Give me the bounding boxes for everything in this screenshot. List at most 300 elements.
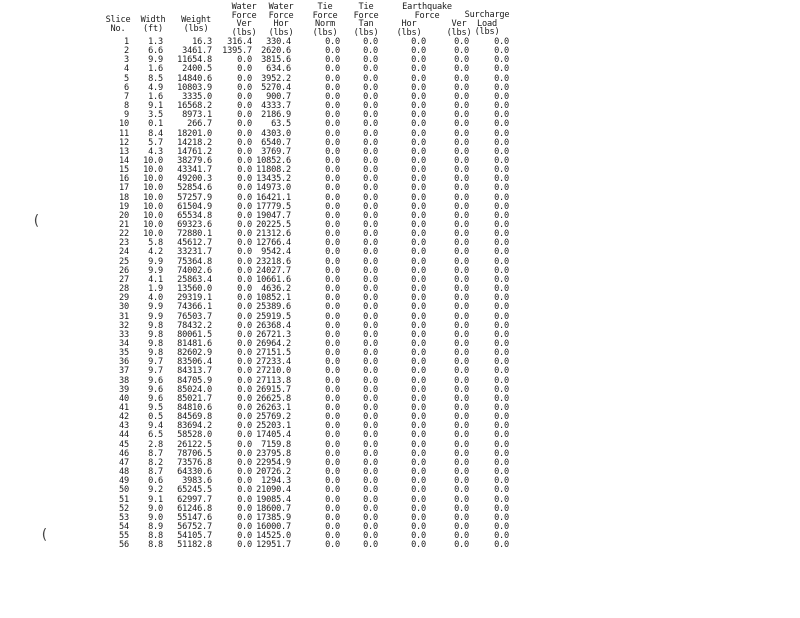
cell-width: 9.9 — [148, 256, 163, 267]
cell-surcharge: 0.0 — [494, 366, 509, 377]
cell-surcharge: 0.0 — [494, 329, 509, 340]
cell-eq-ver: 0.0 — [454, 247, 469, 258]
cell-weight: 74002.6 — [177, 265, 212, 276]
cell-water-ver: 0.0 — [237, 174, 252, 185]
cell-tie-tan: 0.0 — [363, 348, 378, 359]
cell-tie-norm: 0.0 — [325, 274, 340, 285]
cell-eq-hor: 0.0 — [411, 476, 426, 487]
cell-eq-ver: 0.0 — [454, 192, 469, 203]
cell-water-ver: 0.0 — [237, 302, 252, 313]
cell-eq-hor: 0.0 — [411, 55, 426, 66]
cell-slice-no: 15 — [119, 165, 129, 176]
cell-eq-hor: 0.0 — [411, 485, 426, 496]
cell-weight: 84313.7 — [177, 366, 212, 377]
cell-tie-tan: 0.0 — [363, 146, 378, 157]
cell-water-ver: 0.0 — [237, 485, 252, 496]
header-eq-title-line: Force — [414, 10, 440, 21]
cell-slice-no: 40 — [119, 393, 129, 404]
cell-eq-ver: 0.0 — [454, 476, 469, 487]
header-surcharge-line: Surcharge — [464, 10, 510, 20]
cell-tie-tan: 0.0 — [363, 37, 378, 47]
cell-surcharge: 0.0 — [494, 101, 509, 112]
cell-tie-tan: 0.0 — [363, 384, 378, 395]
cell-tie-tan: 0.0 — [363, 192, 378, 203]
cell-width: 9.1 — [148, 494, 163, 505]
cell-eq-ver: 0.0 — [454, 448, 469, 459]
cell-water-hor: 17779.5 — [256, 201, 291, 212]
cell-eq-hor: 0.0 — [411, 302, 426, 313]
cell-tie-tan: 0.0 — [363, 82, 378, 93]
cell-width: 9.7 — [148, 357, 163, 368]
cell-eq-hor: 0.0 — [411, 412, 426, 423]
cell-surcharge: 0.0 — [494, 338, 509, 349]
cell-tie-norm: 0.0 — [325, 82, 340, 93]
cell-width: 8.8 — [148, 531, 163, 542]
cell-surcharge: 0.0 — [494, 521, 509, 532]
cell-tie-tan: 0.0 — [363, 293, 378, 304]
cell-water-hor: 9542.4 — [261, 247, 291, 258]
cell-water-hor: 19085.4 — [256, 494, 291, 505]
cell-tie-norm: 0.0 — [325, 165, 340, 176]
cell-slice-no: 41 — [119, 403, 129, 413]
cell-slice-no: 56 — [119, 540, 129, 551]
cell-weight: 11654.8 — [177, 55, 212, 66]
cell-surcharge: 0.0 — [494, 293, 509, 304]
cell-eq-ver: 0.0 — [454, 46, 469, 57]
cell-water-ver: 0.0 — [237, 375, 252, 386]
cell-eq-hor: 0.0 — [411, 137, 426, 148]
cell-surcharge: 0.0 — [494, 73, 509, 84]
cell-surcharge: 0.0 — [494, 64, 509, 75]
cell-eq-hor: 0.0 — [411, 284, 426, 295]
cell-tie-tan: 0.0 — [363, 210, 378, 221]
cell-eq-ver: 0.0 — [454, 329, 469, 340]
cell-slice-no: 55 — [119, 531, 129, 542]
cell-weight: 26122.5 — [177, 439, 212, 450]
cell-tie-tan: 0.0 — [363, 320, 378, 331]
header-tie-norm-line: Tie — [317, 2, 333, 12]
cell-tie-tan: 0.0 — [363, 366, 378, 377]
cell-surcharge: 0.0 — [494, 531, 509, 542]
cell-tie-tan: 0.0 — [363, 485, 378, 496]
cell-tie-tan: 0.0 — [363, 540, 378, 551]
cell-water-hor: 63.5 — [271, 119, 291, 130]
cell-slice-no: 7 — [124, 91, 129, 102]
cell-tie-norm: 0.0 — [325, 256, 340, 267]
header-tie-norm-line: Norm — [315, 19, 335, 30]
cell-slice-no: 17 — [119, 183, 129, 194]
cell-tie-tan: 0.0 — [363, 476, 378, 487]
cell-width: 1.6 — [148, 64, 163, 75]
header-weight-line: Weight — [181, 15, 211, 25]
cell-width: 9.6 — [148, 375, 163, 386]
cell-width: 0.5 — [148, 412, 163, 423]
cell-water-ver: 0.0 — [237, 146, 252, 157]
cell-weight: 10803.9 — [177, 82, 212, 93]
cell-tie-norm: 0.0 — [325, 375, 340, 386]
cell-water-hor: 2620.6 — [261, 46, 291, 57]
cell-width: 9.6 — [148, 393, 163, 404]
cell-surcharge: 0.0 — [494, 302, 509, 313]
cell-width: 8.7 — [148, 467, 163, 478]
cell-width: 10.0 — [143, 210, 163, 221]
cell-water-hor: 26721.3 — [256, 329, 291, 340]
cell-surcharge: 0.0 — [494, 210, 509, 221]
cell-slice-no: 46 — [119, 448, 129, 459]
cell-width: 6.6 — [148, 46, 163, 57]
cell-water-hor: 4333.7 — [261, 101, 291, 112]
cell-tie-tan: 0.0 — [363, 531, 378, 542]
cell-eq-hor: 0.0 — [411, 265, 426, 276]
cell-slice-no: 48 — [119, 467, 129, 478]
cell-width: 8.7 — [148, 448, 163, 459]
cell-eq-hor: 0.0 — [411, 229, 426, 240]
cell-weight: 56752.7 — [177, 521, 212, 532]
cell-weight: 3335.0 — [182, 91, 212, 102]
cell-water-hor: 4636.2 — [261, 284, 291, 295]
cell-water-hor: 23218.6 — [256, 256, 291, 267]
cell-eq-hor: 0.0 — [411, 338, 426, 349]
cell-water-hor: 22954.9 — [256, 457, 291, 468]
cell-eq-hor: 0.0 — [411, 457, 426, 468]
cell-water-ver: 0.0 — [237, 265, 252, 276]
cell-width: 3.5 — [148, 110, 163, 121]
cell-eq-hor: 0.0 — [411, 311, 426, 322]
cell-tie-norm: 0.0 — [325, 146, 340, 157]
cell-eq-hor: 0.0 — [411, 393, 426, 404]
cell-water-hor: 27113.8 — [256, 375, 291, 386]
cell-eq-hor: 0.0 — [411, 155, 426, 166]
cell-tie-norm: 0.0 — [325, 421, 340, 432]
cell-eq-hor: 0.0 — [411, 192, 426, 203]
cell-water-ver: 0.0 — [237, 183, 252, 194]
cell-eq-ver: 0.0 — [454, 439, 469, 450]
cell-width: 9.2 — [148, 485, 163, 496]
header-tie-tan-line: Force — [353, 10, 379, 21]
cell-weight: 78432.2 — [177, 320, 212, 331]
cell-tie-tan: 0.0 — [363, 265, 378, 276]
cell-eq-ver: 0.0 — [454, 494, 469, 505]
cell-eq-hor: 0.0 — [411, 174, 426, 185]
cell-tie-norm: 0.0 — [325, 494, 340, 505]
cell-weight: 84569.8 — [177, 412, 212, 423]
cell-water-ver: 0.0 — [237, 91, 252, 102]
header-tie-tan-line: Tie — [358, 2, 374, 12]
cell-surcharge: 0.0 — [494, 375, 509, 386]
cell-tie-norm: 0.0 — [325, 101, 340, 112]
cell-surcharge: 0.0 — [494, 55, 509, 66]
cell-surcharge: 0.0 — [494, 412, 509, 423]
cell-weight: 84810.6 — [177, 403, 212, 413]
cell-eq-ver: 0.0 — [454, 503, 469, 514]
cell-eq-ver: 0.0 — [454, 375, 469, 386]
cell-slice-no: 39 — [119, 384, 129, 395]
cell-water-hor: 16421.1 — [256, 192, 291, 203]
cell-slice-no: 18 — [119, 192, 129, 203]
cell-weight: 85021.7 — [177, 393, 212, 404]
cell-water-ver: 0.0 — [237, 256, 252, 267]
cell-tie-norm: 0.0 — [325, 521, 340, 532]
cell-tie-norm: 0.0 — [325, 512, 340, 523]
cell-tie-tan: 0.0 — [363, 430, 378, 441]
cell-tie-tan: 0.0 — [363, 494, 378, 505]
cell-weight: 3461.7 — [182, 46, 212, 57]
cell-surcharge: 0.0 — [494, 192, 509, 203]
cell-tie-norm: 0.0 — [325, 210, 340, 221]
cell-width: 9.0 — [148, 503, 163, 514]
cell-tie-norm: 0.0 — [325, 201, 340, 212]
cell-tie-tan: 0.0 — [363, 274, 378, 285]
cell-eq-ver: 0.0 — [454, 284, 469, 295]
cell-slice-no: 38 — [119, 375, 129, 386]
cell-weight: 62997.7 — [177, 494, 212, 505]
cell-surcharge: 0.0 — [494, 284, 509, 295]
cell-tie-norm: 0.0 — [325, 457, 340, 468]
cell-weight: 72880.1 — [177, 229, 212, 240]
cell-eq-hor: 0.0 — [411, 146, 426, 157]
cell-eq-hor: 0.0 — [411, 274, 426, 285]
cell-width: 0.1 — [148, 119, 163, 130]
cell-eq-hor: 0.0 — [411, 421, 426, 432]
cell-water-ver: 1395.7 — [222, 46, 252, 57]
cell-eq-hor: 0.0 — [411, 119, 426, 130]
cell-weight: 14761.2 — [177, 146, 212, 157]
cell-water-ver: 0.0 — [237, 274, 252, 285]
cell-water-hor: 12766.4 — [256, 238, 291, 249]
cell-weight: 13560.0 — [177, 284, 212, 295]
cell-water-hor: 27233.4 — [256, 357, 291, 368]
cell-water-ver: 0.0 — [237, 338, 252, 349]
cell-width: 10.0 — [143, 220, 163, 230]
cell-eq-ver: 0.0 — [454, 37, 469, 47]
cell-eq-hor: 0.0 — [411, 430, 426, 441]
cell-tie-tan: 0.0 — [363, 403, 378, 413]
cell-eq-hor: 0.0 — [411, 384, 426, 395]
cell-eq-ver: 0.0 — [454, 220, 469, 230]
cell-water-ver: 0.0 — [237, 421, 252, 432]
cell-tie-norm: 0.0 — [325, 467, 340, 478]
cell-tie-tan: 0.0 — [363, 247, 378, 258]
cell-surcharge: 0.0 — [494, 46, 509, 57]
cell-water-hor: 20726.2 — [256, 467, 291, 478]
cell-eq-ver: 0.0 — [454, 137, 469, 148]
cell-weight: 83694.2 — [177, 421, 212, 432]
cell-surcharge: 0.0 — [494, 421, 509, 432]
cell-slice-no: 54 — [119, 521, 129, 532]
cell-water-hor: 5270.4 — [261, 82, 291, 93]
cell-weight: 16568.2 — [177, 101, 212, 112]
cell-eq-hor: 0.0 — [411, 165, 426, 176]
cell-slice-no: 35 — [119, 348, 129, 359]
cell-eq-hor: 0.0 — [411, 375, 426, 386]
header-eq-ver-line: (lbs) — [446, 27, 472, 38]
cell-slice-no: 24 — [119, 247, 129, 258]
cell-surcharge: 0.0 — [494, 110, 509, 121]
cell-water-ver: 0.0 — [237, 119, 252, 130]
cell-weight: 83506.4 — [177, 357, 212, 368]
cell-water-ver: 0.0 — [237, 531, 252, 542]
cell-surcharge: 0.0 — [494, 165, 509, 176]
cell-surcharge: 0.0 — [494, 155, 509, 166]
header-tie-tan-line: Tan — [358, 19, 374, 30]
cell-tie-norm: 0.0 — [325, 293, 340, 304]
cell-width: 9.9 — [148, 55, 163, 66]
cell-eq-hor: 0.0 — [411, 82, 426, 93]
cell-eq-hor: 0.0 — [411, 91, 426, 102]
cell-tie-tan: 0.0 — [363, 119, 378, 130]
cell-tie-tan: 0.0 — [363, 448, 378, 459]
cell-weight: 78706.5 — [177, 448, 212, 459]
cell-water-ver: 0.0 — [237, 366, 252, 377]
header-surcharge-line: Load — [477, 18, 497, 29]
cell-width: 8.9 — [148, 521, 163, 532]
cell-eq-hor: 0.0 — [411, 210, 426, 221]
cell-eq-ver: 0.0 — [454, 338, 469, 349]
cell-width: 9.5 — [148, 403, 163, 413]
cell-surcharge: 0.0 — [494, 220, 509, 230]
cell-tie-tan: 0.0 — [363, 439, 378, 450]
cell-width: 9.0 — [148, 512, 163, 523]
cell-eq-ver: 0.0 — [454, 201, 469, 212]
cell-surcharge: 0.0 — [494, 146, 509, 157]
cell-slice-no: 13 — [119, 146, 129, 157]
cell-weight: 29319.1 — [177, 293, 212, 304]
cell-tie-norm: 0.0 — [325, 119, 340, 130]
cell-eq-ver: 0.0 — [454, 238, 469, 249]
cell-water-hor: 26368.4 — [256, 320, 291, 331]
cell-water-hor: 21090.4 — [256, 485, 291, 496]
cell-slice-no: 36 — [119, 357, 129, 368]
cell-weight: 14840.6 — [177, 73, 212, 84]
header-eq-ver-line: Ver — [451, 19, 467, 29]
cell-weight: 266.7 — [187, 119, 212, 130]
cell-slice-no: 33 — [119, 329, 129, 340]
cell-slice-no: 30 — [119, 302, 129, 313]
cell-tie-norm: 0.0 — [325, 229, 340, 240]
cell-water-ver: 0.0 — [237, 55, 252, 66]
cell-slice-no: 50 — [119, 485, 129, 496]
header-water-hor-line: Hor — [273, 19, 289, 30]
cell-water-ver: 0.0 — [237, 155, 252, 166]
cell-tie-tan: 0.0 — [363, 64, 378, 75]
cell-tie-norm: 0.0 — [325, 403, 340, 413]
cell-weight: 76503.7 — [177, 311, 212, 322]
cell-tie-tan: 0.0 — [363, 393, 378, 404]
cell-weight: 43341.7 — [177, 165, 212, 176]
cell-tie-tan: 0.0 — [363, 46, 378, 57]
cell-eq-ver: 0.0 — [454, 174, 469, 185]
cell-width: 0.6 — [148, 476, 163, 487]
cell-eq-ver: 0.0 — [454, 348, 469, 359]
cell-slice-no: 5 — [124, 73, 129, 84]
cell-eq-ver: 0.0 — [454, 357, 469, 368]
cell-tie-norm: 0.0 — [325, 311, 340, 322]
cell-water-ver: 0.0 — [237, 457, 252, 468]
cell-eq-ver: 0.0 — [454, 155, 469, 166]
cell-surcharge: 0.0 — [494, 467, 509, 478]
cell-tie-norm: 0.0 — [325, 247, 340, 258]
cell-slice-no: 49 — [119, 476, 129, 487]
cell-water-hor: 27210.0 — [256, 366, 291, 377]
cell-slice-no: 12 — [119, 137, 129, 148]
cell-water-hor: 18600.7 — [256, 503, 291, 514]
cell-water-hor: 26625.8 — [256, 393, 291, 404]
cell-weight: 65534.8 — [177, 210, 212, 221]
cell-tie-norm: 0.0 — [325, 384, 340, 395]
cell-slice-no: 42 — [119, 412, 129, 423]
cell-width: 4.3 — [148, 146, 163, 157]
cell-water-hor: 17405.4 — [256, 430, 291, 441]
cell-tie-tan: 0.0 — [363, 155, 378, 166]
cell-weight: 52854.6 — [177, 183, 212, 194]
cell-weight: 55147.6 — [177, 512, 212, 523]
cell-eq-hor: 0.0 — [411, 256, 426, 267]
cell-width: 9.9 — [148, 311, 163, 322]
cell-slice-no: 51 — [119, 494, 129, 505]
cell-tie-norm: 0.0 — [325, 284, 340, 295]
cell-eq-hor: 0.0 — [411, 238, 426, 249]
cell-weight: 38279.6 — [177, 155, 212, 166]
cell-width: 10.0 — [143, 155, 163, 166]
cell-slice-no: 47 — [119, 457, 129, 468]
cell-water-hor: 3769.7 — [261, 146, 291, 157]
cell-weight: 84705.9 — [177, 375, 212, 386]
cell-eq-hor: 0.0 — [411, 201, 426, 212]
cell-width: 10.0 — [143, 183, 163, 194]
cell-surcharge: 0.0 — [494, 274, 509, 285]
cell-eq-hor: 0.0 — [411, 494, 426, 505]
cell-weight: 69323.6 — [177, 220, 212, 230]
cell-surcharge: 0.0 — [494, 476, 509, 487]
cell-eq-ver: 0.0 — [454, 265, 469, 276]
cell-tie-norm: 0.0 — [325, 238, 340, 249]
cell-eq-ver: 0.0 — [454, 412, 469, 423]
cell-slice-no: 21 — [119, 220, 129, 230]
cell-width: 10.0 — [143, 165, 163, 176]
cell-tie-norm: 0.0 — [325, 357, 340, 368]
cell-water-ver: 0.0 — [237, 201, 252, 212]
cell-tie-norm: 0.0 — [325, 64, 340, 75]
cell-surcharge: 0.0 — [494, 137, 509, 148]
cell-water-hor: 7159.8 — [261, 439, 291, 450]
cell-slice-no: 28 — [119, 284, 129, 295]
cell-water-hor: 25203.1 — [256, 421, 291, 432]
cell-slice-no: 34 — [119, 338, 129, 349]
cell-surcharge: 0.0 — [494, 540, 509, 551]
header-width-line: (ft) — [143, 23, 163, 34]
cell-eq-ver: 0.0 — [454, 384, 469, 395]
cell-water-hor: 25389.6 — [256, 302, 291, 313]
cell-slice-no: 3 — [124, 55, 129, 66]
cell-eq-ver: 0.0 — [454, 101, 469, 112]
cell-slice-no: 4 — [124, 64, 129, 75]
cell-water-hor: 10852.6 — [256, 155, 291, 166]
cell-eq-hor: 0.0 — [411, 320, 426, 331]
cell-eq-ver: 0.0 — [454, 430, 469, 441]
cell-slice-no: 23 — [119, 238, 129, 249]
cell-water-ver: 0.0 — [237, 521, 252, 532]
cell-water-ver: 0.0 — [237, 430, 252, 441]
cell-tie-norm: 0.0 — [325, 265, 340, 276]
cell-tie-tan: 0.0 — [363, 467, 378, 478]
cell-surcharge: 0.0 — [494, 247, 509, 258]
cell-width: 9.9 — [148, 302, 163, 313]
cell-water-ver: 0.0 — [237, 73, 252, 84]
cell-tie-norm: 0.0 — [325, 439, 340, 450]
cell-water-hor: 634.6 — [266, 64, 291, 75]
cell-width: 9.8 — [148, 338, 163, 349]
cell-tie-tan: 0.0 — [363, 457, 378, 468]
